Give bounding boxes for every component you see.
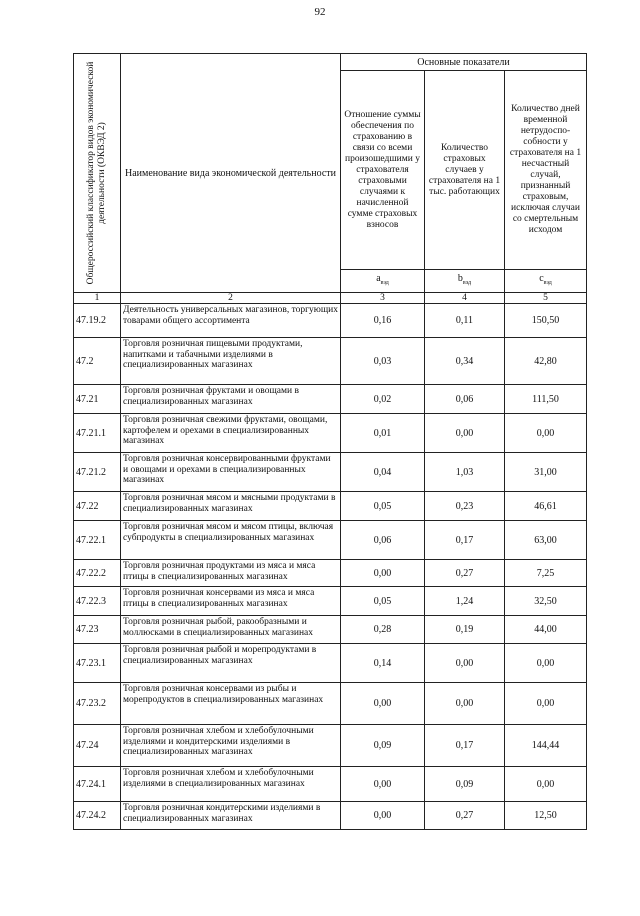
activity-name: Торговля розничная продуктами из мяса и мяса птицы в специализированных магазинах bbox=[121, 560, 341, 587]
value-b: 0,19 bbox=[425, 616, 505, 644]
value-c: 44,00 bbox=[505, 616, 587, 644]
activity-name: Торговля розничная свежими фруктами, овощами, картофелем и орехами в специализированных магазинах bbox=[121, 414, 341, 453]
value-a: 0,03 bbox=[341, 338, 425, 385]
value-b: 0,27 bbox=[425, 802, 505, 830]
value-c: 12,50 bbox=[505, 802, 587, 830]
activity-name: Торговля розничная консервированными фруктами и овощами и орехами в специализированных магазинах bbox=[121, 453, 341, 492]
okved-code: 47.21.1 bbox=[74, 414, 121, 453]
activity-name: Торговля розничная кондитерскими изделиями в специализированных магазинах bbox=[121, 802, 341, 830]
value-a: 0,28 bbox=[341, 616, 425, 644]
table-row bbox=[74, 644, 587, 683]
okved-code: 47.23.1 bbox=[74, 644, 121, 683]
okved-code: 47.21.2 bbox=[74, 453, 121, 492]
okved-code: 47.22 bbox=[74, 492, 121, 521]
value-c: 0,00 bbox=[505, 644, 587, 683]
value-c: 42,80 bbox=[505, 338, 587, 385]
activity-name: Торговля розничная рыбой, ракообразными и моллюсками в специализированных магазинах bbox=[121, 616, 341, 644]
value-c: 7,25 bbox=[505, 560, 587, 587]
header-activity-name: Наименование вида экономической деятельности bbox=[121, 54, 341, 293]
table-row bbox=[74, 587, 587, 616]
value-c: 46,61 bbox=[505, 492, 587, 521]
table-row bbox=[74, 802, 587, 830]
sym-c-sub: вэд bbox=[543, 280, 552, 286]
value-a: 0,05 bbox=[341, 587, 425, 616]
value-b: 0,34 bbox=[425, 338, 505, 385]
col-number: 3 bbox=[341, 293, 425, 304]
value-c: 31,00 bbox=[505, 453, 587, 492]
header-col-c: Количество дней временной нетрудоспо-собности у страхователя на 1 несчастный случай, признанный страховым, исключая случаи со смертельным исходом bbox=[505, 71, 587, 270]
activity-name: Торговля розничная рыбой и морепродуктами в специализированных магазинах bbox=[121, 644, 341, 683]
value-c: 0,00 bbox=[505, 767, 587, 802]
activity-name: Торговля розничная хлебом и хлебобулочными изделиями и кондитерскими изделиями в специализированных магазинах bbox=[121, 725, 341, 767]
activity-name: Торговля розничная консервами из мяса и мяса птицы в специализированных магазинах bbox=[121, 587, 341, 616]
header-okved bbox=[74, 54, 121, 293]
col-number: 2 bbox=[121, 293, 341, 304]
sym-c: c bbox=[539, 273, 544, 284]
value-b: 0,00 bbox=[425, 414, 505, 453]
value-b: 0,06 bbox=[425, 385, 505, 414]
value-b: 0,23 bbox=[425, 492, 505, 521]
value-c: 111,50 bbox=[505, 385, 587, 414]
table-row bbox=[74, 304, 587, 338]
okved-code: 47.24 bbox=[74, 725, 121, 767]
value-a: 0,00 bbox=[341, 560, 425, 587]
value-b: 0,00 bbox=[425, 683, 505, 725]
value-c: 150,50 bbox=[505, 304, 587, 338]
activity-name: Торговля розничная консервами из рыбы и морепродуктов в специализированных магазинах bbox=[121, 683, 341, 725]
page-number: 92 bbox=[314, 6, 326, 18]
activity-name: Торговля розничная пищевыми продуктами, напитками и табачными изделиями в специализированных магазинах bbox=[121, 338, 341, 385]
okved-code: 47.2 bbox=[74, 338, 121, 385]
value-a: 0,00 bbox=[341, 683, 425, 725]
value-a: 0,00 bbox=[341, 767, 425, 802]
table-row bbox=[74, 338, 587, 385]
okved-code: 47.21 bbox=[74, 385, 121, 414]
okved-code: 47.22.2 bbox=[74, 560, 121, 587]
value-b: 0,00 bbox=[425, 644, 505, 683]
table-row bbox=[74, 521, 587, 560]
value-a: 0,05 bbox=[341, 492, 425, 521]
value-c: 32,50 bbox=[505, 587, 587, 616]
table-row bbox=[74, 492, 587, 521]
value-c: 63,00 bbox=[505, 521, 587, 560]
sym-b-sub: вэд bbox=[462, 280, 472, 286]
col-number: 1 bbox=[74, 293, 121, 304]
table-row bbox=[74, 560, 587, 587]
activity-name: Торговля розничная мясом и мясными продуктами в специализированных магазинах bbox=[121, 492, 341, 521]
table-row bbox=[74, 725, 587, 767]
okved-code: 47.23.2 bbox=[74, 683, 121, 725]
column-number-row bbox=[74, 293, 587, 304]
col-number: 5 bbox=[505, 293, 587, 304]
col-number: 4 bbox=[425, 293, 505, 304]
okved-code: 47.22.1 bbox=[74, 521, 121, 560]
value-a: 0,01 bbox=[341, 414, 425, 453]
sym-a-sub: вэд bbox=[380, 280, 389, 286]
value-b: 0,17 bbox=[425, 725, 505, 767]
okved-code: 47.24.2 bbox=[74, 802, 121, 830]
table-row bbox=[74, 767, 587, 802]
value-c: 0,00 bbox=[505, 683, 587, 725]
value-b: 1,03 bbox=[425, 453, 505, 492]
value-a: 0,02 bbox=[341, 385, 425, 414]
table-row bbox=[74, 453, 587, 492]
value-a: 0,04 bbox=[341, 453, 425, 492]
value-c: 0,00 bbox=[505, 414, 587, 453]
value-b: 0,11 bbox=[425, 304, 505, 338]
value-a: 0,06 bbox=[341, 521, 425, 560]
value-a: 0,09 bbox=[341, 725, 425, 767]
table-row bbox=[74, 616, 587, 644]
activity-name: Торговля розничная мясом и мясом птицы, включая субпродукты в специализированных магазинах bbox=[121, 521, 341, 560]
table-row bbox=[74, 683, 587, 725]
header-okved-label: Общероссийский классификатор видов экономической деятельности (ОКВЭД 2) bbox=[86, 61, 107, 285]
value-b: 0,17 bbox=[425, 521, 505, 560]
header-sym-b bbox=[425, 270, 505, 293]
activity-name: Торговля розничная фруктами и овощами в специализированных магазинах bbox=[121, 385, 341, 414]
value-c: 144,44 bbox=[505, 725, 587, 767]
sym-a: a bbox=[376, 273, 381, 284]
value-b: 0,27 bbox=[425, 560, 505, 587]
header-col-a: Отношение суммы обеспечения по страхованию в связи со всеми произошедшими у страхователя страховыми случаями к начисленной сумме страховых взносов bbox=[341, 71, 425, 270]
value-a: 0,16 bbox=[341, 304, 425, 338]
value-a: 0,14 bbox=[341, 644, 425, 683]
value-a: 0,00 bbox=[341, 802, 425, 830]
header-main-indicators: Основные показатели bbox=[341, 54, 587, 71]
header-col-b: Количество страховых случаев у страхователя на 1 тыс. работающих bbox=[425, 71, 505, 270]
okved-code: 47.23 bbox=[74, 616, 121, 644]
okved-code: 47.19.2 bbox=[74, 304, 121, 338]
sym-b: b bbox=[457, 273, 463, 284]
activity-name: Деятельность универсальных магазинов, торгующих товарами общего ассортимента bbox=[121, 304, 341, 338]
activity-name: Торговля розничная хлебом и хлебобулочными изделиями в специализированных магазинах bbox=[121, 767, 341, 802]
value-b: 0,09 bbox=[425, 767, 505, 802]
table-row bbox=[74, 414, 587, 453]
header-sym-a bbox=[341, 270, 425, 293]
header-sym-c bbox=[505, 270, 587, 293]
value-b: 1,24 bbox=[425, 587, 505, 616]
okved-indicators-table bbox=[73, 53, 587, 830]
okved-code: 47.24.1 bbox=[74, 767, 121, 802]
okved-code: 47.22.3 bbox=[74, 587, 121, 616]
table-row bbox=[74, 385, 587, 414]
